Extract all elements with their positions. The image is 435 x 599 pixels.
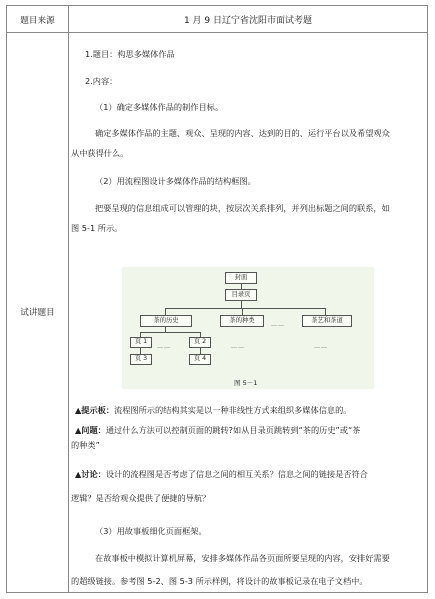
para-step1-detail-b: 从中获得什么。: [71, 148, 129, 158]
connector: [140, 332, 200, 333]
tip-paragraph: [75, 403, 423, 418]
node-page1: 页 1: [130, 337, 152, 348]
question-label: ▲问题：: [75, 425, 106, 435]
node-kinds: 茶的种类: [220, 315, 264, 327]
flowchart-figure: [122, 267, 374, 389]
header-source-label: 题目来源: [20, 15, 55, 26]
discussion-label: ▲讨论：: [75, 469, 106, 479]
connector: [325, 308, 326, 315]
side-label-topic: 试讲题目: [20, 308, 55, 318]
question-text-a: 通过什么方法可以控制页面的跳转?如从目录页跳转到“茶的历史”或“茶: [105, 425, 361, 435]
header-source-value: 1 月 9 日辽宁省沈阳市面试考题: [183, 16, 313, 26]
connector: [241, 301, 242, 308]
node-cover: 封面: [225, 272, 257, 284]
discussion-text-b: 逻辑？是否给观众提供了便捷的导航？: [71, 493, 211, 503]
para-step1: （1）确定多媒体作品的制作目标。: [95, 102, 224, 112]
node-page4: 页 4: [189, 354, 211, 365]
node-toc: 目录页: [225, 289, 257, 301]
para-content-heading: 2.内容：: [85, 76, 118, 86]
column-divider: [68, 6, 69, 592]
header-row: [7, 6, 427, 33]
connector: [165, 308, 166, 315]
para-step3-detail-a: 在故事板中模拟计算机屏幕，安排多媒体作品各页面所要呈现的内容，安排好需要: [95, 553, 390, 563]
connector: [165, 308, 325, 309]
connector: [242, 308, 243, 315]
para-step2-detail-b: 图 5-1 所示。: [71, 223, 123, 233]
document-table: [6, 5, 428, 593]
node-page2: 页 2: [189, 337, 211, 348]
content-cell: [71, 34, 423, 592]
discussion-paragraph: [75, 467, 423, 482]
para-title: 1.题目：构思多媒体作品: [85, 49, 175, 59]
question-paragraph: [75, 423, 423, 438]
para-step3: （3）用故事板细化页面框架。: [95, 526, 207, 536]
node-history: 茶的历史: [140, 315, 192, 327]
para-step2: （2）用流程图设计多媒体作品的结构框图。: [95, 176, 256, 186]
node-page3: 页 3: [130, 354, 152, 365]
node-art: 茶艺和茶道: [302, 315, 352, 327]
ellipsis-dots: ……: [271, 321, 285, 328]
para-step3-detail-b: 的超级链接。参考图 5-2、图 5-3 所示样例，将设计的故事板记录在电子文档中。: [71, 576, 368, 586]
figure-caption: 图 5－1: [234, 379, 258, 387]
para-step1-detail-a: 确定多媒体作品的主题、观众、呈现的内容、达到的目的、运行平台以及希望观众: [95, 128, 390, 138]
ellipsis-dots: ……: [157, 343, 171, 350]
para-step2-detail-a: 把要呈现的信息组成可以管理的块，按层次关系排列，并列出标题之间的联系，如: [95, 203, 390, 213]
ellipsis-dots: ……: [231, 343, 245, 350]
discussion-text-a: 设计的流程图是否考虑了信息之间的相互关系？信息之间的链接是否符合: [105, 469, 368, 479]
tip-text: 流程图所示的结构其实是以一种非线性方式来组织多媒体信息的。: [114, 405, 352, 415]
tip-label: ▲提示板：: [75, 405, 115, 415]
question-text-b: 的种类”: [71, 440, 100, 450]
ellipsis-dots: ……: [314, 343, 328, 350]
